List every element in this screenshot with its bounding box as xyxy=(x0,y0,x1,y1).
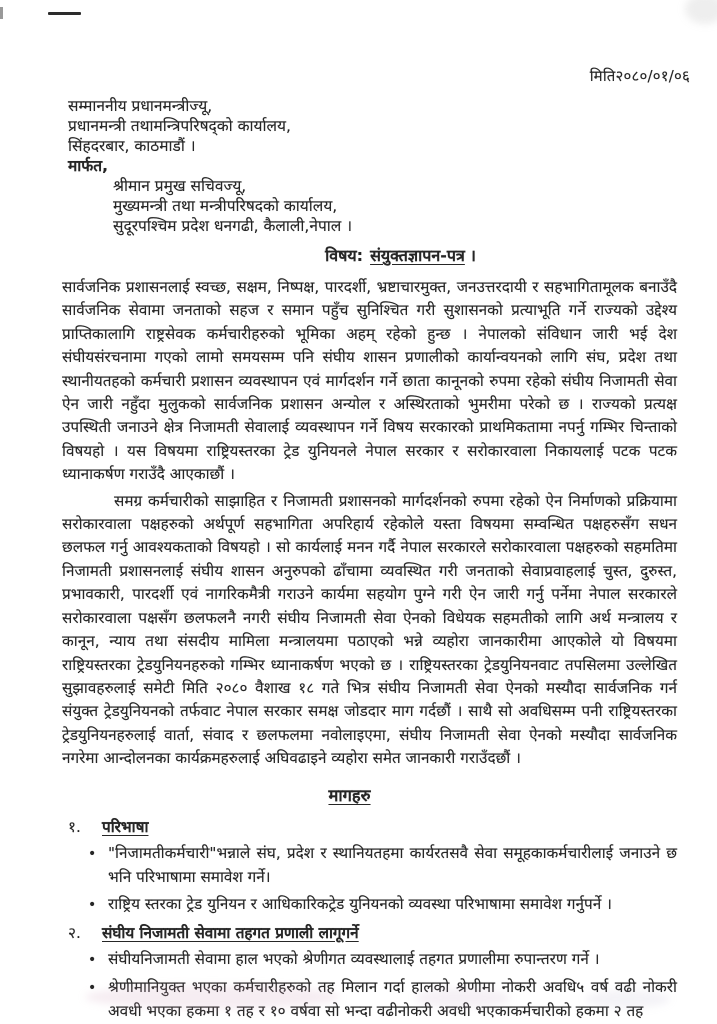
scan-smudge xyxy=(585,990,670,1008)
via-block xyxy=(113,176,352,236)
section-heading xyxy=(62,922,677,945)
via-line-2: मुख्यमन्त्री तथा मन्त्रीपरिषदको कार्यालय, xyxy=(113,197,338,215)
bullet-text: राष्ट्रिय स्तरका ट्रेड युनियन र आधिकारिकट्रेड युनियनको व्यवस्था परिभाषामा समावेश गर्नुपर्ने । xyxy=(108,895,612,914)
scan-smudge xyxy=(85,985,340,1009)
section-heading xyxy=(62,816,677,839)
subject-line xyxy=(42,244,717,266)
bullet-dot-icon xyxy=(88,948,108,972)
scan-edge-mark xyxy=(0,7,3,19)
via-line-1: श्रीमान प्रमुख सचिवज्यू, xyxy=(113,177,247,195)
via-label: मार्फत, xyxy=(68,157,108,175)
scan-smudge xyxy=(685,0,717,24)
paragraph-1: सार्वजनिक प्रशासनलाई स्वच्छ, सक्षम, निष्पक्ष, पारदर्शी, भ्रष्टाचारमुक्त, जनउत्तरदायी र सहभागितामूलक बनाउँदै सार्वजनिक सेवामा जनताको सहज र समान पहुँच सुनिश्चित गरी सुशासनको प्रत्याभूति गर्ने राज्यको उद्देश्य प्राप्तिकालागि राष्ट्रसेवक कर्मचारीहरुको भूमिका अहम् रहेको हुन्छ । नेपालको संविधान जारी भई देश संघीयसंरचनामा गएको लामो समयसम्म पनि संघीय शासन प्रणालीको कार्यान्वयनको लागि संघ, प्रदेश तथा स्थानीयतहको कर्मचारी प्रशासन व्यवस्थापन एवं मार्गदर्शन गर्ने छाता कानूनको रुपमा रहेको संघीय निजामती सेवा ऐन जारी नहुँदा मुलुकको सार्वजनिक प्रशासन अन्योल र अस्थिरताको भुमरीमा परेको छ । राज्यको प्रत्यक्ष उपस्थिती जनाउने क्षेत्र निजामती सेवालाई व्यवस्थापन गर्ने विषय सरकारको प्राथमिकतामा नपर्नु गम्भिर चिन्ताको विषयहो । यस विषयमा राष्ट्रियस्तरका ट्रेड युनियनले नेपाल सरकार र सरोकारवाला निकायलाई पटक पटक ध्यानाकर्षण गराउँदै आएकाछौं । xyxy=(62,278,677,484)
demands-heading: मागहरु xyxy=(328,785,371,805)
via-line-3: सुदूरपश्चिम प्रदेश धनगढी, कैलाली,नेपाल । xyxy=(113,217,353,235)
recipient-line-1: सम्माननीय प्रधानमन्त्रीज्यू, xyxy=(68,97,213,115)
bullet-text: "निजामतीकर्मचारी"भन्नाले संघ, प्रदेश र स्थानियतहमा कार्यरतसवै सेवा समूहकाकर्मचारीलाई जनाउने छ भनि परिभाषामा समावेश गर्ने। xyxy=(108,844,677,886)
section-number: १. xyxy=(68,817,81,836)
bullet-dot-icon xyxy=(88,893,108,917)
subject-terminator: । xyxy=(469,246,476,265)
date-line: मिति२०८०/०१/०६ xyxy=(589,67,690,85)
subject-text: संयुक्तज्ञापन-पत्र xyxy=(370,246,465,265)
demand-section-1 xyxy=(62,816,677,918)
bullet-text: श्रेणीमानियुक्त भएका कर्मचारीहरुको तह मिलान गर्दा हालको श्रेणीमा नोकरी अवधि५ वर्ष वढी नोकरी अवधी भएका हकमा १ तह र १० वर्षवा सो भन्दा वढीनोकरी अवधी भएकाकर्मचारीको हकमा २ तह xyxy=(108,978,677,1020)
demand-bullet xyxy=(62,893,677,917)
recipient-line-2: प्रधानमन्त्री तथामन्त्रिपरिषद्को कार्यालय, xyxy=(68,117,291,135)
section-number: २. xyxy=(68,923,81,942)
bullet-text: संघीयनिजामती सेवामा हाल भएको श्रेणीगत व्यवस्थालाई तहगत प्रणालीमा रुपान्तरण गर्ने । xyxy=(108,949,600,968)
recipient-block xyxy=(68,96,352,236)
subject-label: विषय: xyxy=(325,246,364,265)
paragraph-2: समग्र कर्मचारीको साझाहित र निजामती प्रशासनको मार्गदर्शनको रुपमा रहेको ऐन निर्माणको प्रक्रियामा सरोकारवाला पक्षहरुको अर्थपूर्ण सहभागिता अपरिहार्य रहेकोले यस्ता विषयमा सम्वन्धित पक्षहरुसँग सधन छलफल गर्नु आवश्यकताको विषयहो । सो कार्यलाई मनन गर्दै नेपाल सरकारले सरोकारवाला पक्षहरुको सहमतिमा निजामती प्रशासनलाई संघीय शासन अनुरुपको ढाँचामा व्यवस्थित गरी जनताको सेवाप्रवाहलाई चुस्त, दुरुस्त, प्रभावकारी, पारदर्शी एवं नागरिकमैत्री गराउने कार्यमा सहयोग पुग्ने गरी ऐन जारी गर्नु पर्नेमा नेपाल सरकारले सरोकारवाला पक्षसँग छलफलनै नगरी संघीय निजामती सेवा ऐनको विधेयक सहमतीको लागि अर्थ मन्त्रालय र कानून, न्याय तथा संसदीय मामिला मन्त्रालयमा पठाएको भन्ने व्यहोरा जानकारीमा आएकोले यो विषयमा राष्ट्रियस्तरका ट्रेडयुनियनहरुको गम्भिर ध्यानाकर्षण भएको छ । राष्ट्रियस्तरका ट्रेडयुनियनवाट तपसिलमा उल्लेखित सुझावहरुलाई समेटी मिति २०८० वैशाख १८ गते भित्र संघीय निजामती सेवा ऐनको मस्यौदा सार्वजनिक गर्न संयुक्त ट्रेडयुनियनको तर्फवाट नेपाल सरकार समक्ष जोडदार माग गर्दछौं । साथै सो अवधिसम्म पनी राष्ट्रियस्तरका ट्रेडयुनियनहरुलाई वार्ता, संवाद र छलफलमा नवोलाइएमा, संघीय निजामती सेवा ऐनको मस्यौदा सार्वजनिक नगरेमा आन्दोलनका कार्यक्रमहरुलाई अघिवढाइने व्यहोरा समेत जानकारी गराउँदछौं । xyxy=(62,491,677,768)
scan-smudge xyxy=(415,988,510,1008)
letter-body xyxy=(62,276,677,1024)
demand-bullet xyxy=(62,842,677,889)
scan-dash-mark xyxy=(48,12,81,15)
section-title: संघीय निजामती सेवामा तहगत प्रणाली लागूगर्ने xyxy=(102,923,359,942)
demand-section-2 xyxy=(62,922,677,1024)
bullet-dot-icon xyxy=(88,842,108,889)
recipient-line-3: सिंहदरबार, काठमाडौं । xyxy=(68,137,196,155)
section-title: परिभाषा xyxy=(102,817,149,836)
demand-bullet xyxy=(62,948,677,972)
